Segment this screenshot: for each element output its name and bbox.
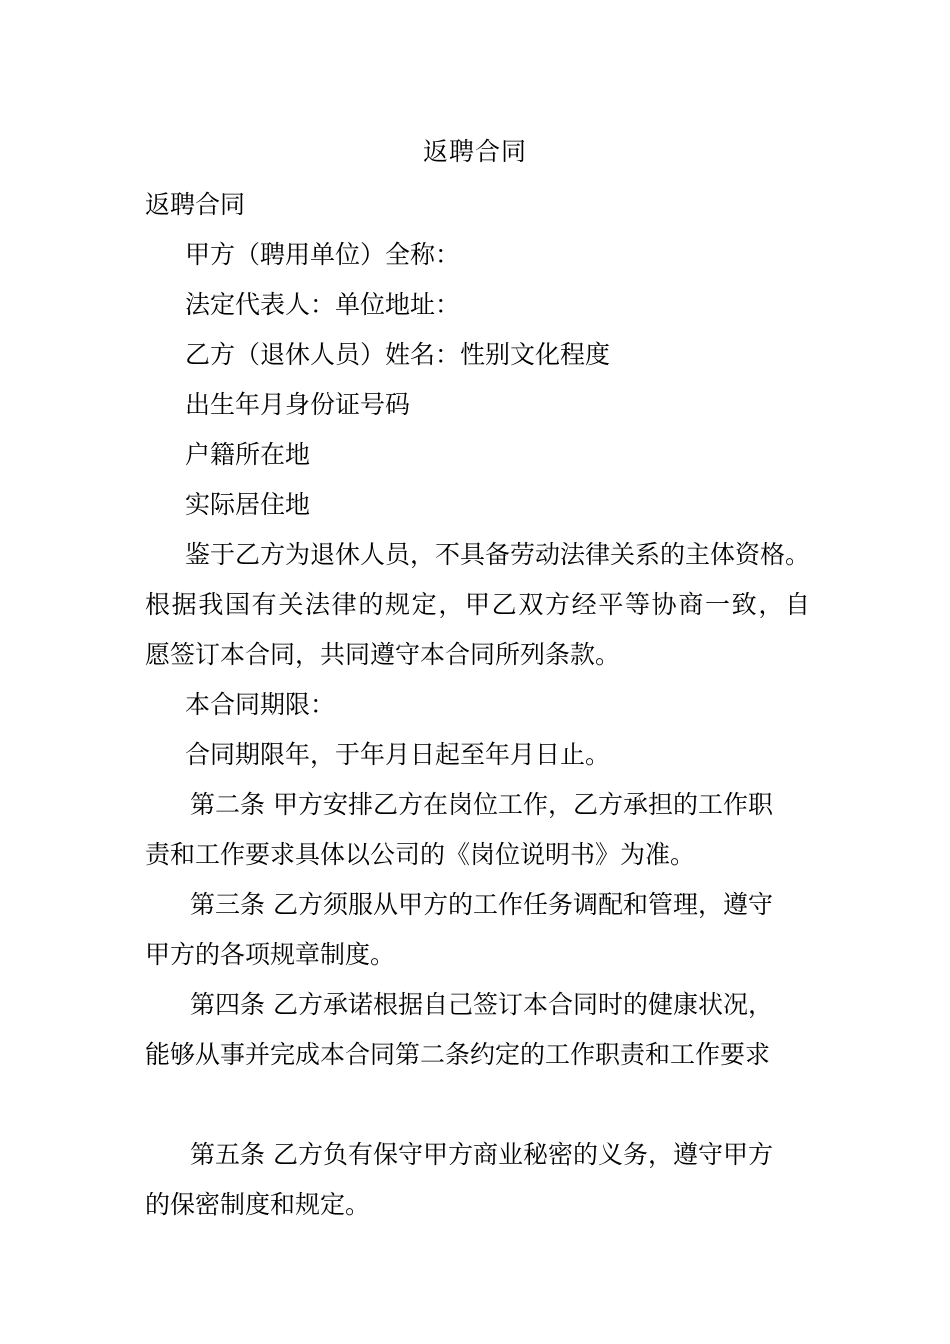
party-b-hukou: 户籍所在地 xyxy=(185,440,311,469)
term-heading: 本合同期限： xyxy=(185,690,336,719)
document-body xyxy=(145,180,810,1230)
document-title: 返聘合同 xyxy=(422,137,527,166)
article-2-line-2: 责和工作要求具体以公司的《岗位说明书》为准。 xyxy=(145,840,696,869)
article-3-line-1: 第三条 乙方须服从甲方的工作任务调配和管理，遵守 xyxy=(190,890,773,919)
preamble-line-3: 愿签订本合同，共同遵守本合同所列条款。 xyxy=(145,640,621,669)
contract-heading: 返聘合同 xyxy=(145,190,246,219)
article-2-line-1: 第二条 甲方安排乙方在岗位工作，乙方承担的工作职 xyxy=(190,790,773,819)
preamble-line-2: 根据我国有关法律的规定，甲乙双方经平等协商一致，自 xyxy=(145,590,810,619)
party-b-name: 乙方（退休人员）姓名：性别文化程度 xyxy=(185,340,611,369)
article-5-line-1: 第五条 乙方负有保守甲方商业秘密的义务，遵守甲方 xyxy=(190,1140,773,1169)
article-3-line-2: 甲方的各项规章制度。 xyxy=(145,940,396,969)
paragraph-gap xyxy=(145,1080,810,1130)
party-b-birth: 出生年月身份证号码 xyxy=(185,390,411,419)
party-a-representative: 法定代表人：单位地址： xyxy=(185,290,461,319)
party-b-residence: 实际居住地 xyxy=(185,490,311,519)
party-a-name: 甲方（聘用单位）全称： xyxy=(185,240,461,269)
article-4-line-1: 第四条 乙方承诺根据自己签订本合同时的健康状况， xyxy=(190,990,773,1019)
article-5-line-2: 的保密制度和规定。 xyxy=(145,1190,371,1219)
term-text: 合同期限年，于年月日起至年月日止。 xyxy=(185,740,611,769)
article-4-line-2: 能够从事并完成本合同第二条约定的工作职责和工作要求 xyxy=(145,1040,771,1069)
preamble-line-1: 鉴于乙方为退休人员，不具备劳动法律关系的主体资格。 xyxy=(185,540,811,569)
